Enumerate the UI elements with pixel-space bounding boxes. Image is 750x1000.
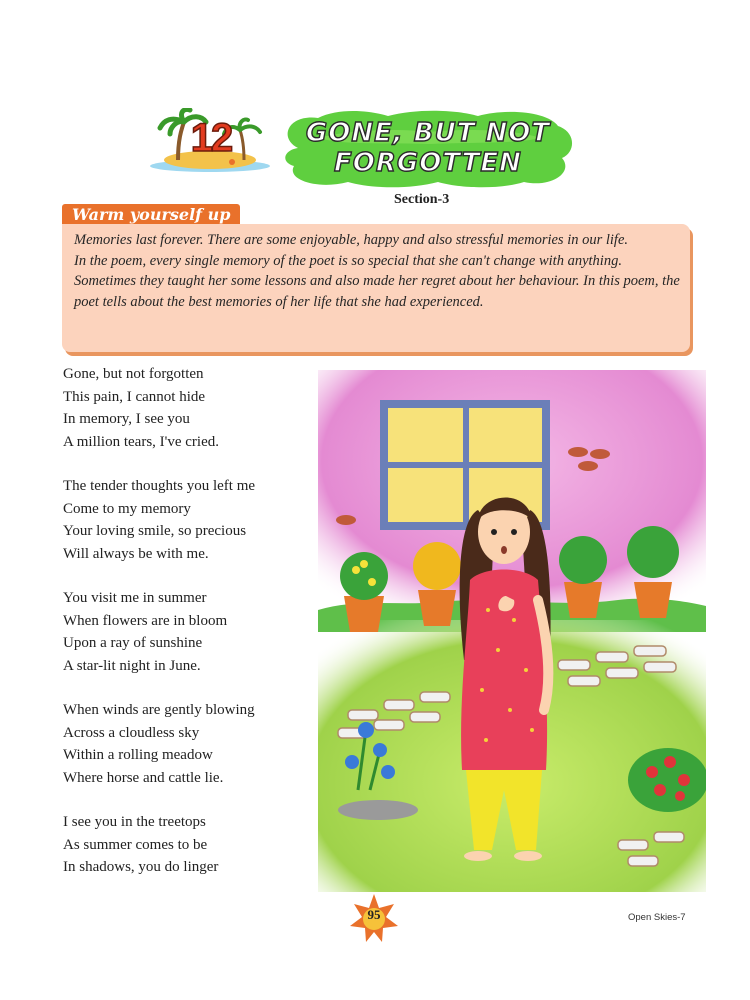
poem-line: Within a rolling meadow xyxy=(63,747,213,763)
poem xyxy=(63,363,323,901)
poem-stanza xyxy=(63,363,323,453)
poem-line: You visit me in summer xyxy=(63,590,207,606)
poem-line: A million tears, I've cried. xyxy=(63,433,219,450)
poem-line: I see you in the treetops xyxy=(63,814,206,830)
poem-stanza xyxy=(63,699,323,789)
poem-line: Will always be with me. xyxy=(63,545,209,562)
title-line-2: FORGOTTEN xyxy=(334,148,522,178)
page-number: 95 xyxy=(367,907,381,922)
book-series-label: Open Skies-7 xyxy=(628,912,686,923)
poem-illustration xyxy=(318,370,706,892)
poem-line: The tender thoughts you left me xyxy=(63,478,256,494)
warmup-text xyxy=(74,230,680,312)
chapter-badge xyxy=(148,108,272,176)
poem-line: In memory, I see you xyxy=(63,411,190,427)
chapter-title xyxy=(278,108,578,190)
poem-line: When flowers are in bloom xyxy=(63,612,228,629)
poem-line: Your loving smile, so precious xyxy=(63,523,247,539)
poem-line: In shadows, you do linger xyxy=(63,859,219,875)
chapter-number: 12 xyxy=(190,116,232,160)
girl-in-garden-illustration xyxy=(318,370,706,892)
poem-line: As summer comes to be xyxy=(63,836,208,853)
section-label: Section-3 xyxy=(394,192,450,207)
warmup-heading: Warm yourself up xyxy=(62,204,240,226)
poem-line: Come to my memory xyxy=(63,500,191,517)
title-line-1: GONE, BUT NOT xyxy=(305,118,551,148)
poem-line: Upon a ray of sunshine xyxy=(63,635,203,651)
warmup-box xyxy=(62,224,690,352)
poem-stanza xyxy=(63,475,323,565)
warmup-paragraph: In the poem, every single memory of the poet is so special that she can't change with anything. Sometimes they taught her some lessons and also made her regret about her behaviour. In this poem, the poet tells about the best memories of her life that she had experienced. xyxy=(74,252,680,310)
poem-line: Where horse and cattle lie. xyxy=(63,769,224,786)
warmup-paragraph: Memories last forever. There are some enjoyable, happy and also stressful memories in our life. xyxy=(74,232,629,248)
poem-line: This pain, I cannot hide xyxy=(63,388,206,405)
poem-stanza xyxy=(63,587,323,677)
poem-line: Across a cloudless sky xyxy=(63,724,200,741)
poem-line: A star-lit night in June. xyxy=(63,657,201,674)
poem-line: Gone, but not forgotten xyxy=(63,366,204,382)
poem-line: When winds are gently blowing xyxy=(63,702,255,718)
poem-stanza xyxy=(63,811,323,879)
rose-bush-icon xyxy=(628,748,706,812)
